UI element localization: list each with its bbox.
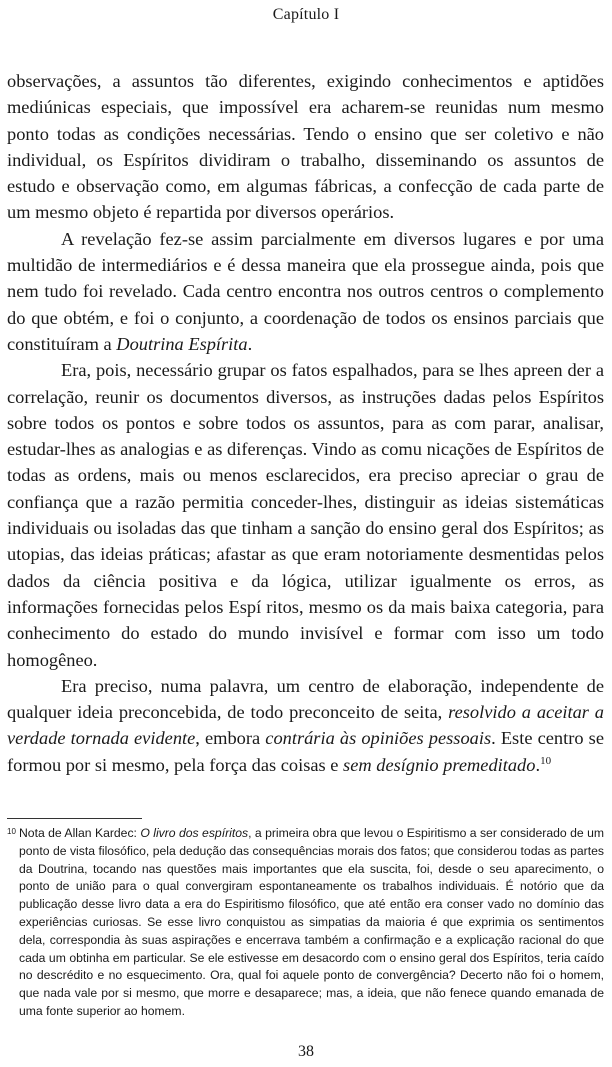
text-run: A revelação fez-se assim parcialmente em diversos lugares e por uma multidão de intermediários e é dessa maneira que ela prossegue ainda, pois que nem tudo foi revelado. Cada centro encontra nos outros centros o complemento do que obtém, e foi o conjunto, a coordenação de todos os ensinos parciais que constituíram a (7, 228, 604, 354)
paragraph (7, 226, 604, 357)
italic-text: resolvido a aceitar a verdade tornada evidente (7, 702, 604, 749)
text-run: Era, pois, necessário grupar os fatos espalhados, para se lhes apreen der a correlação, reunir os documentos diversos, as instruções dadas pelos Espíritos sobre todos os pontos e sobre todos os assuntos, para as com parar, analisar, estudar-lhes as analogias e as diferenças. Vindo as comu nicações de Espíritos de todas as ordens, mais ou menos esclarecidos, era preciso apreciar o grau de confiança que a razão permitia conceder-lhes, distinguir as ideias sistemáticas individuais ou isoladas das que tinham a sanção do ensino geral dos Espíritos; as utopias, das ideias práticas; afastar as que eram notoriamente desmentidas pelos dados da ciência positiva e da lógica, utilizar igualmente os erros, as informações fornecidas pelos Espí ritos, mesmo os da mais baixa categoria, para conhecimento do estado do mundo invisível e formar com isso um todo homogêneo. (7, 360, 604, 670)
text-run: . (535, 754, 541, 775)
page-number: 38 (298, 1043, 314, 1060)
paragraph (7, 357, 604, 673)
footnote-number: 10 (7, 827, 16, 836)
footnote-divider (7, 818, 142, 819)
italic-text: Doutrina Espírita (116, 333, 248, 354)
text-run: . (247, 333, 253, 354)
paragraph (7, 673, 604, 778)
footnote (7, 825, 604, 1021)
main-text (7, 68, 604, 778)
footnote-reference: 10 (540, 754, 552, 767)
text-run: observações, a assuntos tão diferentes, exigindo conhecimentos e aptidões mediúnicas especiais, que impossível era acharem-se reunidas num mesmo ponto todas as condições necessárias. Tendo o ensino que ser coletivo e não individual, os Espíritos dividiram o trabalho, disseminando os assuntos de estudo e observação como, em algumas fábricas, a confecção de cada parte de um mesmo objeto é repartida por diversos operários. (7, 71, 604, 223)
italic-text: contrária às opiniões pessoais (265, 728, 492, 749)
text-run: , embora (195, 728, 266, 749)
footnote-text (19, 825, 604, 1021)
text-run: Era preciso, numa palavra, um centro de elaboração, independente de qualquer ideia preconcebida, de todo preconceito de seita, (7, 675, 604, 723)
italic-text: sem desígnio premeditado (343, 754, 536, 775)
text-run: , a primeira obra que levou o Espiritismo a ser considerado de um ponto de vista filosófico, pela dedução das consequências morais dos fatos; que considerou todas as partes da Doutrina, tocando nas questões mais importantes que ela suscita, foi, desde o seu aparecimento, o ponto de união para o qual convergiram espontaneamente os trabalhos individuais. É notório que da publicação desse livro data a era do Espiritismo filosófico, que até então era conser vado no domínio das experiências curiosas. Se esse livro conquistou as simpatias da maioria é que exprimia os sentimentos dela, correspondia às suas aspirações e encerrava também a confirmação e a explicação racional do que cada um obtinha em particular. Se ele estivesse em desacordo com o ensino geral dos Espíritos, teria caído no descrédito e no esquecimento. Ora, qual foi aquele ponto de convergência? Decerto não foi o homem, que nada vale por si mesmo, que morre e desaparece; mas, a ideia, que não fenece quando emanada de uma fonte superior ao homem. (19, 826, 604, 1018)
italic-text: O livro dos espíritos (140, 826, 249, 840)
chapter-running-head: Capítulo I (272, 6, 340, 23)
text-run: Nota de Allan Kardec: (19, 826, 141, 840)
paragraph (7, 68, 604, 226)
text-run: . Este centro se formou por si mesmo, pela força das coisas e (7, 728, 604, 775)
